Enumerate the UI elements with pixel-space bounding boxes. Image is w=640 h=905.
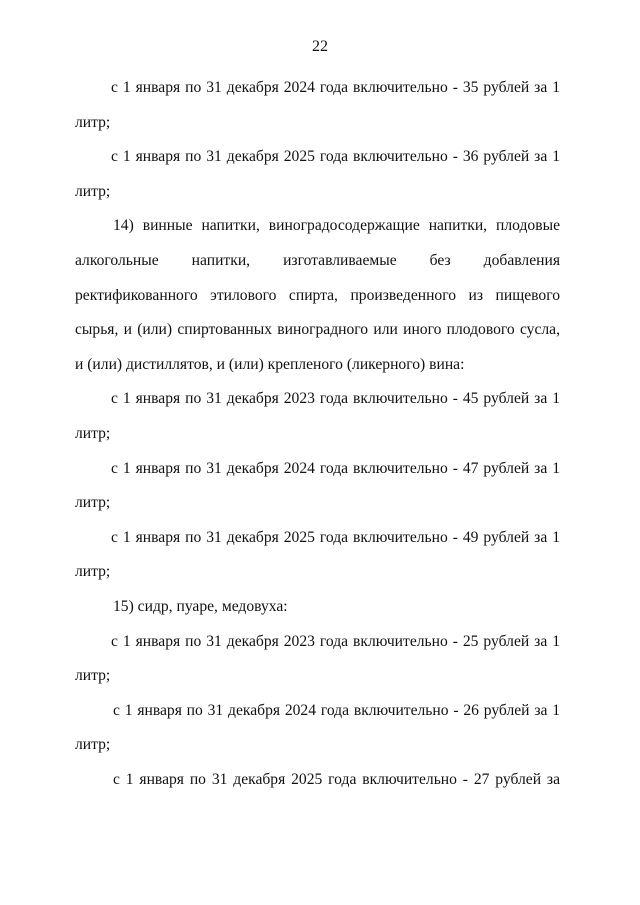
rate-paragraph-2024-35: с 1 января по 31 декабря 2024 года включительно - 35 рублей за 1 литр; (75, 79, 560, 131)
rate-paragraph-2024-26: с 1 января по 31 декабря 2024 года включительно - 26 рублей за 1 литр; (75, 701, 560, 754)
rate-paragraph-2023-25: с 1 января по 31 декабря 2023 года включительно - 25 рублей за 1 литр; (75, 632, 560, 685)
rate-paragraph-2024-47: с 1 января по 31 декабря 2024 года включительно - 47 рублей за 1 литр; (75, 459, 560, 512)
rate-paragraph-2025-27: с 1 января по 31 декабря 2025 года включительно - 27 рублей за (113, 770, 560, 788)
item-15-paragraph: 15) сидр, пуаре, медовуха: (113, 597, 288, 615)
rate-paragraph-2025-49: с 1 января по 31 декабря 2025 года включительно - 49 рублей за 1 литр; (75, 528, 560, 581)
document-body (75, 71, 560, 797)
rate-paragraph-2025-36: с 1 января по 31 декабря 2025 года включительно - 36 рублей за 1 литр; (75, 148, 560, 200)
item-14-paragraph: 14) винные напитки, виноградосодержащие напитки, плодовые алкогольные напитки, изготавливаемые без добавления ректификованного этилового спирта, произведенного из пищевого сырья, и (или) спиртованных виноградного или иного плодового сусла, и (или) дистиллятов, и (или) крепленого (ликерного) вина: (75, 217, 560, 373)
rate-paragraph-2023-45: с 1 января по 31 декабря 2023 года включительно - 45 рублей за 1 литр; (75, 390, 560, 442)
page-number: 22 (312, 38, 328, 55)
